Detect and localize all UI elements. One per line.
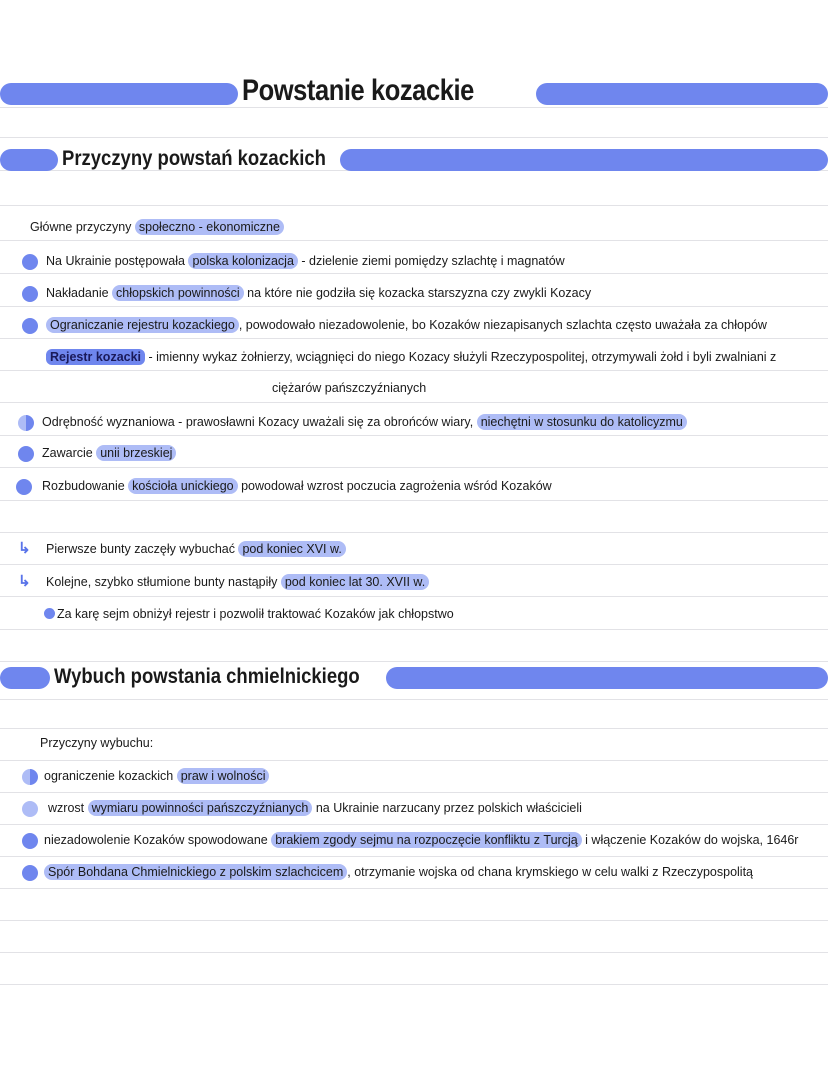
- bullet-icon: [22, 801, 38, 817]
- bullet-icon: [22, 286, 38, 302]
- intro-line: [40, 736, 153, 750]
- text: Odrębność wyznaniowa - prawosławni Kozacy uważali się za obrońców wiary,: [42, 415, 477, 429]
- highlighted-text: Rejestr kozacki: [46, 349, 145, 365]
- bullet-icon: [22, 318, 38, 334]
- text: na Ukrainie narzucany przez polskich właścicieli: [312, 801, 582, 815]
- ruled-line: [0, 402, 828, 403]
- bullet-icon: [18, 415, 34, 431]
- arrow-icon: ↳: [18, 573, 31, 590]
- text: Kolejne, szybko stłumione bunty nastąpiły: [46, 575, 281, 589]
- text: ciężarów pańszczyźnianych: [272, 381, 427, 395]
- ruled-line: [0, 435, 828, 436]
- ruled-line: [0, 952, 828, 953]
- text: Nakładanie: [46, 286, 113, 300]
- list-item: [46, 285, 591, 301]
- text: wzrost: [48, 801, 88, 815]
- text: Rozbudowanie: [42, 479, 129, 493]
- highlighted-text: społeczno - ekonomiczne: [135, 219, 284, 235]
- section2-heading: Wybuch powstania chmielnickiego: [54, 665, 360, 688]
- list-item: [42, 445, 176, 461]
- bullet-icon: [18, 446, 34, 462]
- ruled-line: [0, 240, 828, 241]
- list-item: [44, 864, 753, 880]
- title-bar-right: [536, 83, 828, 105]
- ruled-line: [0, 137, 828, 138]
- section1-bar-right: [340, 149, 828, 171]
- ruled-line: [0, 629, 828, 630]
- ruled-line: [0, 856, 828, 857]
- highlighted-text: niechętni w stosunku do katolicyzmu: [477, 414, 687, 430]
- ruled-line: [0, 920, 828, 921]
- text: powodował wzrost poczucia zagrożenia wśród Kozaków: [237, 479, 552, 493]
- arrow-icon: ↳: [18, 540, 31, 557]
- section1-bar-left: [0, 149, 58, 171]
- list-item: [46, 574, 429, 590]
- ruled-line: [0, 467, 828, 468]
- highlighted-text: pod koniec lat 30. XVII w.: [281, 574, 429, 590]
- section2-bar-right: [386, 667, 828, 689]
- text: niezadowolenie Kozaków spowodowane: [44, 833, 272, 847]
- highlighted-text: polska kolonizacja: [188, 253, 297, 269]
- list-item: [42, 478, 552, 494]
- text: Przyczyny wybuchu:: [40, 736, 154, 750]
- ruled-line: [0, 338, 828, 339]
- highlighted-text: wymiaru powinności pańszczyźnianych: [88, 800, 313, 816]
- text: Na Ukrainie postępowała: [46, 254, 189, 268]
- ruled-line: [0, 888, 828, 889]
- text: na które nie godziła się kozacka starszyzna czy zwykli Kozacy: [243, 286, 592, 300]
- text: , powodowało niezadowolenie, bo Kozaków niezapisanych szlachta często uważała za chłopów: [238, 318, 767, 332]
- ruled-line: [0, 984, 828, 985]
- highlighted-text: Spór Bohdana Chmielnickiego z polskim szlachcicem: [44, 864, 347, 880]
- text: ograniczenie kozackich: [44, 769, 177, 783]
- text: Za karę sejm obniżył rejestr i pozwolił traktować Kozaków jak chłopstwo: [57, 607, 454, 621]
- list-item: [46, 541, 346, 557]
- ruled-line: [0, 306, 828, 307]
- list-item: [42, 414, 687, 430]
- section2-bar-left: [0, 667, 50, 689]
- ruled-line: [0, 205, 828, 206]
- ruled-line: [0, 596, 828, 597]
- intro-line: [30, 219, 284, 235]
- highlighted-text: unii brzeskiej: [96, 445, 176, 461]
- bullet-icon: [44, 608, 55, 619]
- bullet-icon: [22, 769, 38, 785]
- list-item: [48, 800, 582, 816]
- text: - dzielenie ziemi pomiędzy szlachtę i magnatów: [297, 254, 565, 268]
- list-item: [46, 253, 565, 269]
- highlighted-text: praw i wolności: [177, 768, 270, 784]
- list-item: [46, 317, 767, 333]
- list-item: [57, 607, 454, 621]
- section1-heading: Przyczyny powstań kozackich: [62, 147, 326, 170]
- bullet-icon: [16, 479, 32, 495]
- ruled-line: [0, 728, 828, 729]
- ruled-line: [0, 500, 828, 501]
- text: Pierwsze bunty zaczęły wybuchać: [46, 542, 239, 556]
- ruled-line: [0, 824, 828, 825]
- text: i włączenie Kozaków do wojska, 1646r: [581, 833, 799, 847]
- list-item: [272, 381, 426, 395]
- list-item: [46, 349, 776, 365]
- ruled-line: [0, 661, 828, 662]
- ruled-line: [0, 370, 828, 371]
- highlighted-text: Ograniczanie rejestru kozackiego: [46, 317, 239, 333]
- ruled-line: [0, 699, 828, 700]
- ruled-line: [0, 564, 828, 565]
- list-item: [44, 768, 269, 784]
- text: Główne przyczyny: [30, 220, 135, 234]
- list-item: [44, 832, 798, 848]
- title-bar-left: [0, 83, 238, 105]
- ruled-line: [0, 273, 828, 274]
- highlighted-text: kościoła unickiego: [128, 478, 237, 494]
- highlighted-text: pod koniec XVI w.: [238, 541, 345, 557]
- highlighted-text: chłopskich powinności: [112, 285, 244, 301]
- ruled-line: [0, 792, 828, 793]
- highlighted-text: brakiem zgody sejmu na rozpoczęcie konfliktu z Turcją: [271, 832, 581, 848]
- ruled-line: [0, 532, 828, 533]
- ruled-line: [0, 760, 828, 761]
- bullet-icon: [22, 865, 38, 881]
- bullet-icon: [22, 833, 38, 849]
- text: , otrzymanie wojska od chana krymskiego w celu walki z Rzeczypospolitą: [347, 865, 754, 879]
- text: Zawarcie: [42, 446, 97, 460]
- text: - imienny wykaz żołnierzy, wciągnięci do niego Kozacy służyli Rzeczypospolitej, otrzymywali żołd i byli zwalniani z: [145, 350, 777, 364]
- page-title: Powstanie kozackie: [242, 74, 474, 107]
- bullet-icon: [22, 254, 38, 270]
